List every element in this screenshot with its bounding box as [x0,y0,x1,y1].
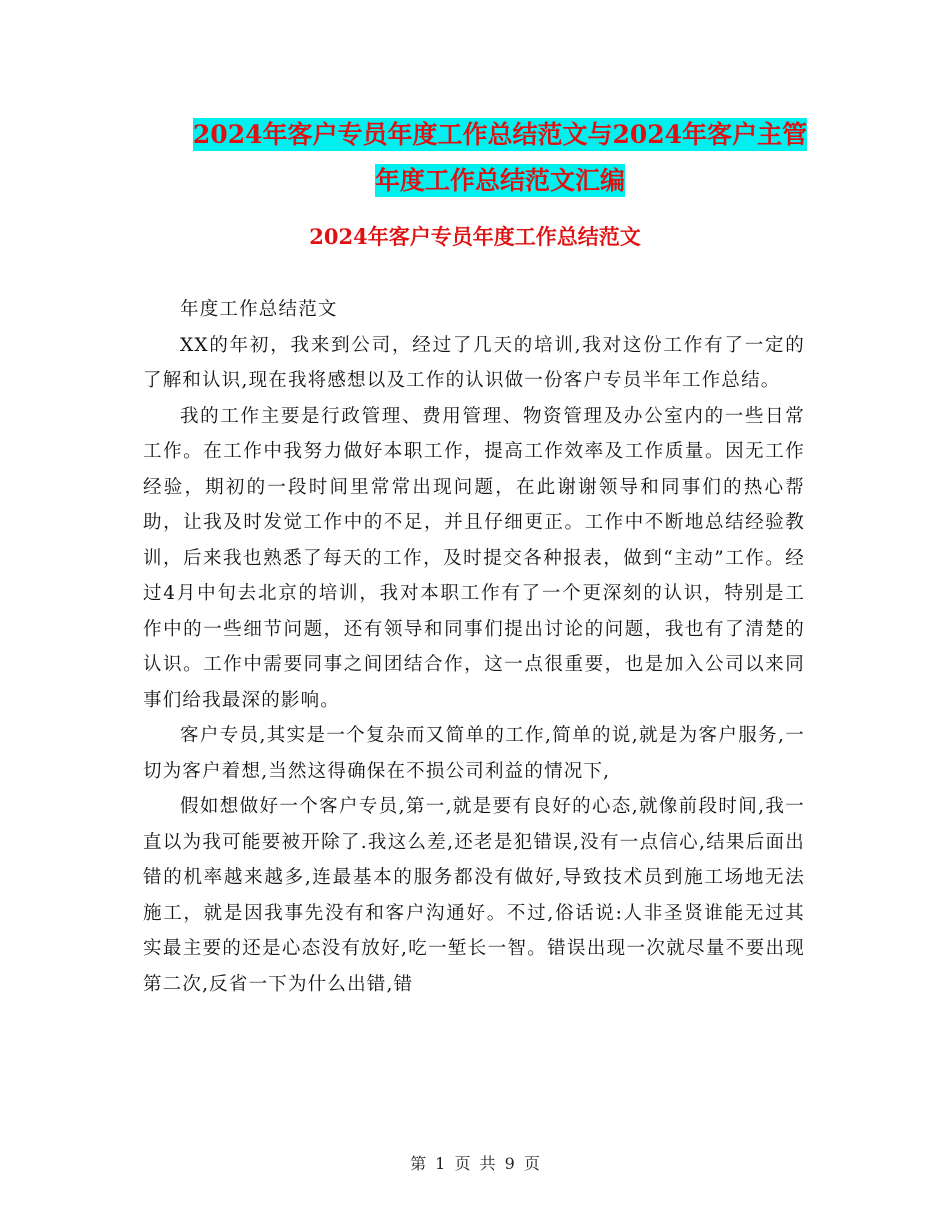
title-line-1: 2024年客户专员年度工作总结范文与2024年客户主管 [192,120,808,149]
paragraph: 假如想做好一个客户专员,第一,就是要有良好的心态,就像前段时间,我一直以为我可能要被开除了.我这么差,还老是犯错误,没有一点信心,结果后面出错的机率越来越多,连最基本的服务都没有做好,导致技术员到施工场地无法施工，就是因我事先没有和客户沟通好。不过,俗话说:人非圣贤谁能无过其实最主要的还是心态没有放好,吃一堑长一智。错误出现一次就尽量不要出现第二次,反省一下为什么出错,错 [143,796,805,995]
page-number-footer: 第 1 页 共 9 页 [410,1154,540,1173]
paragraph: 客户专员,其实是一个复杂而又简单的工作,简单的说,就是为客户服务,一切为客户着想,当然这得确保在不损公司利益的情况下, [143,725,805,782]
title-line-2: 年度工作总结范文汇编 [374,166,625,195]
document-body [143,292,805,1002]
section-title: 2024年客户专员年度工作总结范文 [309,224,641,249]
paragraph: XX的年初，我来到公司，经过了几天的培训,我对这份工作有了一定的了解和认识,现在我将感想以及工作的认识做一份客户专员半年工作总结。 [143,334,805,391]
paragraph: 我的工作主要是行政管理、费用管理、物资管理及办公室内的一些日常工作。在工作中我努力做好本职工作，提高工作效率及工作质量。因无工作经验，期初的一段时间里常常出现问题，在此谢谢领导和同事们的热心帮助，让我及时发觉工作中的不足，并且仔细更正。工作中不断地总结经验教训，后来我也熟悉了每天的工作，及时提交各种报表，做到“主动”工作。经过4月中旬去北京的培训，我对本职工作有了一个更深刻的认识，特别是工作中的一些细节问题，还有领导和同事们提出讨论的问题，我也有了清楚的认识。工作中需要同事之间团结合作，这一点很重要，也是加入公司以来同事们给我最深的影响。 [143,405,805,711]
document-title [120,112,880,204]
paragraph: 年度工作总结范文 [180,299,338,320]
